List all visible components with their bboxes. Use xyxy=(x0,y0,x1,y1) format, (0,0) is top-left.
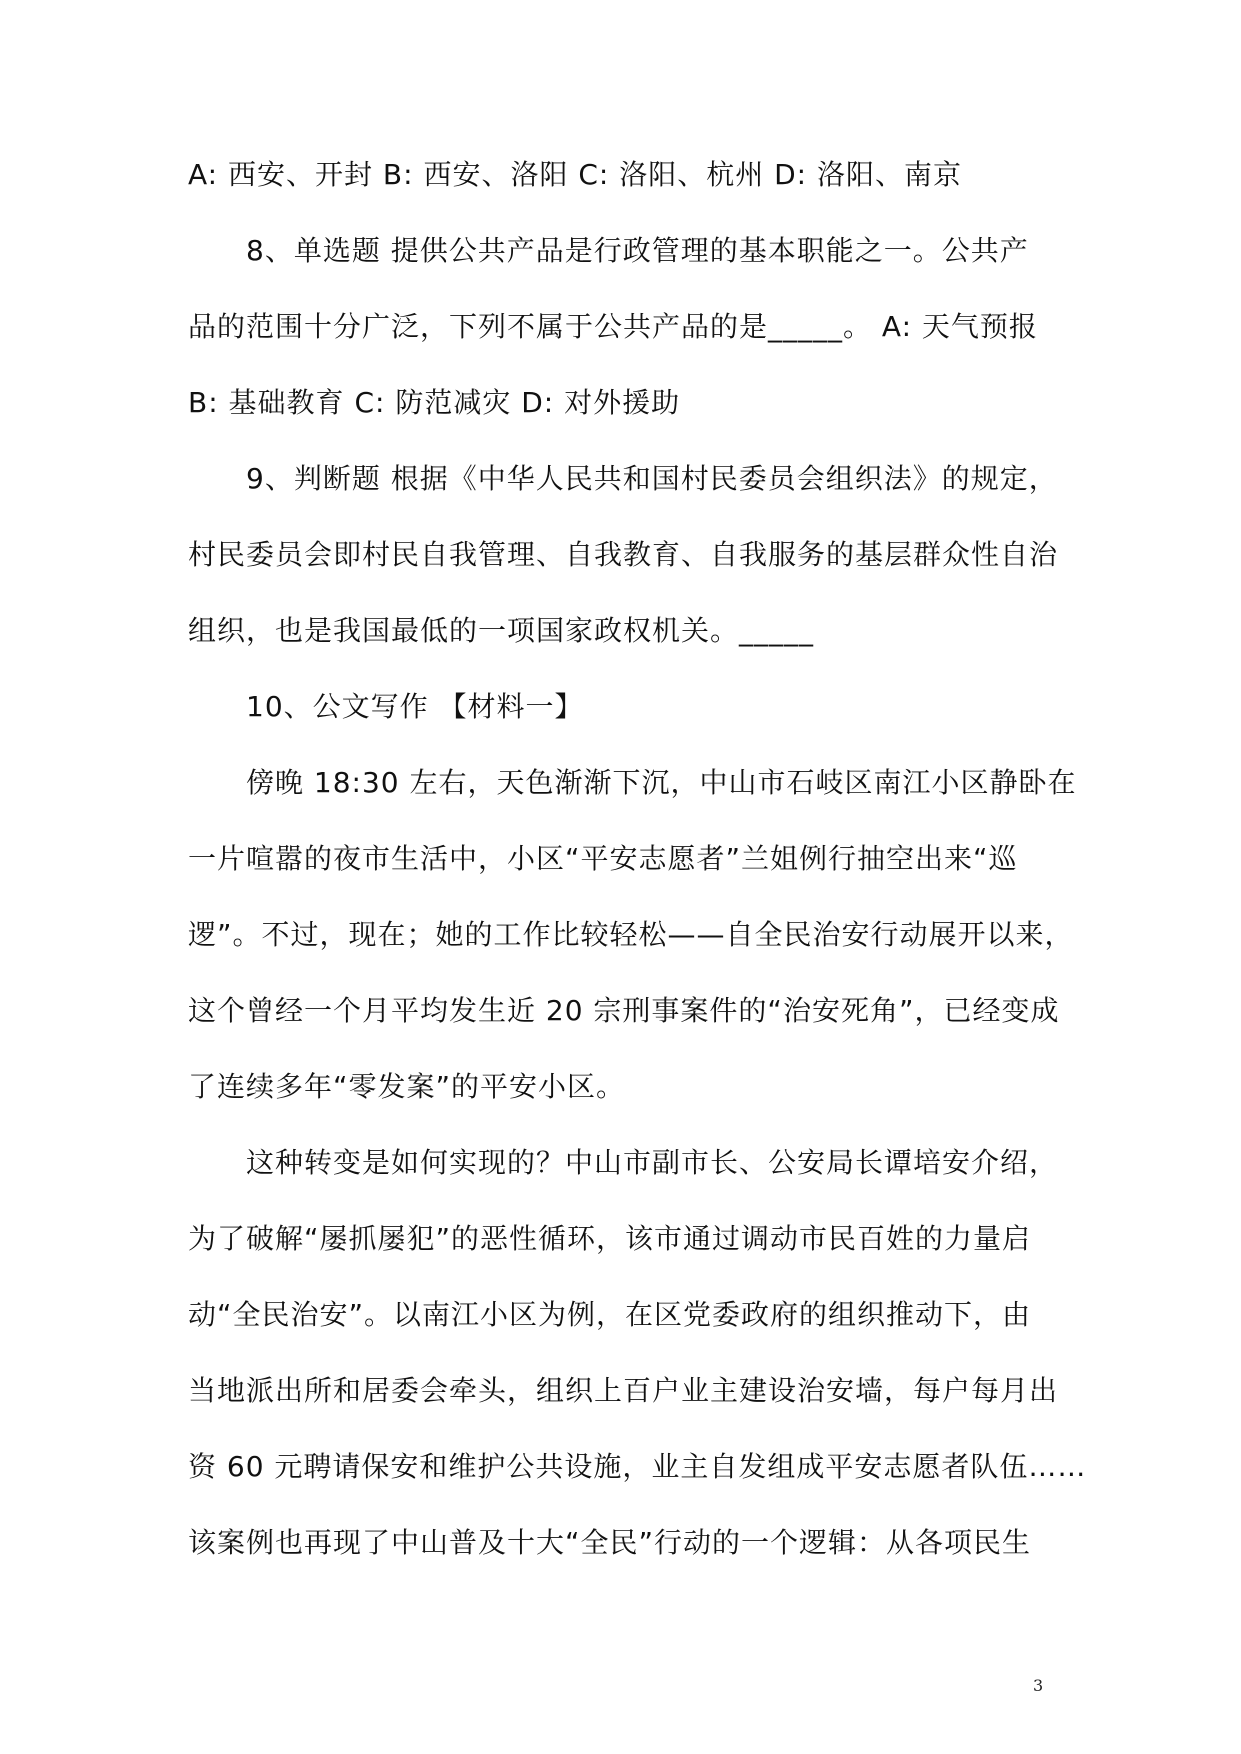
material-paragraph-2-line-2: 为了破解“屡抓屡犯”的恶性循环，该市通过调动市民百姓的力量启 xyxy=(188,1222,1032,1255)
question-9-line-3: 组织，也是我国最低的一项国家政权机关。_____ xyxy=(188,614,815,647)
material-paragraph-1-line-3: 逻”。不过，现在；她的工作比较轻松——自全民治安行动展开以来， xyxy=(188,918,1074,951)
material-paragraph-1-line-5: 了连续多年“零发案”的平安小区。 xyxy=(188,1070,626,1103)
question-8-line-2: 品的范围十分广泛，下列不属于公共产品的是_____。 A: 天气预报 xyxy=(188,310,1038,343)
document-body xyxy=(188,137,1087,1581)
material-paragraph-1-line-4: 这个曾经一个月平均发生近 20 宗刑事案件的“治安死角”，已经变成 xyxy=(188,994,1060,1027)
page-number: 3 xyxy=(1033,1676,1044,1695)
material-paragraph-2-line-1: 这种转变是如何实现的？中山市副市长、公安局长谭培安介绍， xyxy=(246,1146,1059,1179)
question-8-line-1: 8、单选题 提供公共产品是行政管理的基本职能之一。公共产 xyxy=(246,234,1029,267)
material-paragraph-1-line-2: 一片喧嚣的夜市生活中，小区“平安志愿者”兰姐例行抽空出来“巡 xyxy=(188,842,1018,875)
material-paragraph-1-line-1: 傍晚 18:30 左右，天色渐渐下沉，中山市石岐区南江小区静卧在 xyxy=(246,766,1077,799)
material-paragraph-2-line-6: 该案例也再现了中山普及十大“全民”行动的一个逻辑：从各项民生 xyxy=(188,1526,1032,1559)
material-paragraph-2-line-5: 资 60 元聘请保安和维护公共设施，业主自发组成平安志愿者队伍…… xyxy=(188,1450,1087,1483)
question-9-line-1: 9、判断题 根据《中华人民共和国村民委员会组织法》的规定， xyxy=(246,462,1058,495)
answer-options-line: A: 西安、开封 B: 西安、洛阳 C: 洛阳、杭州 D: 洛阳、南京 xyxy=(188,158,963,191)
material-paragraph-2-line-3: 动“全民治安”。以南江小区为例，在区党委政府的组织推动下，由 xyxy=(188,1298,1032,1331)
question-10-heading: 10、公文写作 【材料一】 xyxy=(246,690,584,723)
question-9-line-2: 村民委员会即村民自我管理、自我教育、自我服务的基层群众性自治 xyxy=(188,538,1059,571)
material-paragraph-2-line-4: 当地派出所和居委会牵头，组织上百户业主建设治安墙，每户每月出 xyxy=(188,1374,1059,1407)
question-8-line-3: B: 基础教育 C: 防范减灾 D: 对外援助 xyxy=(188,386,681,419)
